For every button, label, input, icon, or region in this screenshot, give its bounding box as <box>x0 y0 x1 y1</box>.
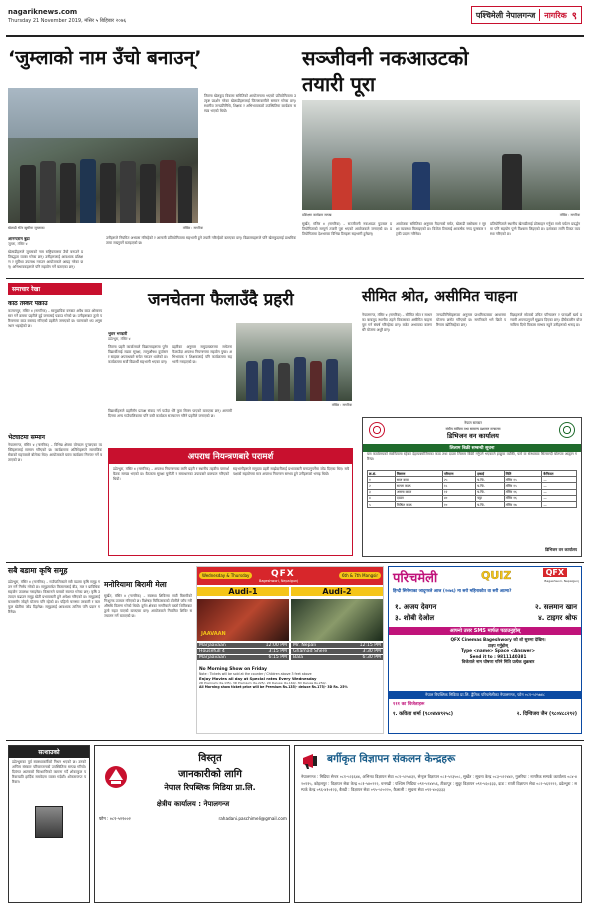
story-resources-text-a: नेपालगन्ज, मंसिर ४ (नागरिक) – सीमित स्रोत र साधनका बाबजुद स्थानीय तहले विकासका असीमित चाहना पूरा गर्न संघर्ष गरिरहेका छन्। बजेट अभावका कारण धेरै योजना अधुरै छन्। <box>362 313 432 332</box>
qfx-location: Bageshwori, Nepalgunj <box>259 579 299 583</box>
media-email[interactable]: rahadani.paschimeli@gmail.com <box>218 816 287 821</box>
team-photo-caption: खेलाडी भेटेर खुसीमा जुम्लाका <box>8 226 45 230</box>
gov-notice <box>362 417 582 557</box>
story-police <box>108 283 353 556</box>
crime-box <box>108 448 353 556</box>
qfx-note-4: 2D Premium: Rs.135/- 3D Premium: Rs.225/- 2D Deluxe: Rs.160/- 3D Deluxe Rs.250/- <box>199 681 327 685</box>
crime-box-text-a: डडेल्धुरा, मंसिर ४ (नागरिक) – अपराध नियन्त्रणका लागि प्रहरी र स्थानीय तहबीच परामर्श बैठक सम्पन्न भएको छ। बैठकमा सुरक्षा चुनौती र समाधानका उपायबारे छलफल गरिएको थियो। <box>113 467 229 481</box>
qfx-logo: QFX <box>271 569 295 579</box>
notice-intro: यस कार्यालयको स्वामित्वमा रहेका देहायबमोजिमका काठ तथा दाउरा लिलाम बिक्री गर्नुपर्ने भएकाले इच्छुक व्यक्ति, फर्म वा संस्थाबाट सिलबन्दी बोलपत्र आह्वान गरिन्छ। <box>367 452 577 461</box>
show-row[interactable]: Bala 6:30 PM <box>293 655 381 660</box>
sky <box>8 88 198 138</box>
media-line-3: क्षेत्रीय कार्यालय : नेपालगन्ज <box>156 800 230 808</box>
qfx-schedule-1 <box>197 643 289 660</box>
qfx-note-3: Enjoy Movies all day at Special rates Every Wednesday <box>199 676 317 681</box>
quiz-location: Bageshwori, Nepalgunj <box>544 579 579 583</box>
table-row: १ साल काठ २५ घ.फि. मंसिर १५ — <box>368 477 577 483</box>
quiz-options <box>395 603 577 623</box>
quiz-option-4[interactable]: ४. टाइगर श्रोफ <box>538 614 577 622</box>
media-logo-icon <box>103 764 129 790</box>
qfx-date-tag: 6th & 7th Mangsir <box>339 572 381 579</box>
obituary <box>8 745 90 903</box>
story-agri-headline[interactable]: सबै बडामा कृषि समूह <box>8 566 68 575</box>
story-jumla-byline <box>8 236 68 247</box>
media-line-1: जानकारीको लागि <box>178 769 242 780</box>
qfx-schedule-2 <box>291 643 383 660</box>
byline-name: आनन्दराम बुढा <box>8 236 30 241</box>
story-resources-headline[interactable]: सीमित श्रोत, असीमित चाहना <box>362 289 517 305</box>
poster-title: JAAVAAN <box>201 631 226 637</box>
table-row: २ सल्ला काठ १८ घ.फि. मंसिर १५ — <box>368 483 577 489</box>
masthead-rule <box>6 35 584 37</box>
qfx-day-tag: Wednesday & Thursday <box>199 572 252 579</box>
story-resources-text-c: विज्ञहरूले स्रोतको उचित परिचालन र पारदर्शी खर्च प्रणाली अपनाउनुपर्ने सुझाव दिएका छन्। दीर्घकालीन योजनाबिना दिगो विकास सम्भव नहुने उनीहरूको भनाइ छ। <box>510 313 582 327</box>
story-sanjeevani-headline-2[interactable]: तयारी पूरा <box>302 72 376 96</box>
brand-name: नागरिक <box>544 10 567 20</box>
table-row: ३ असना काठ १२ घ.फि. मंसिर १६ — <box>368 489 577 495</box>
story-sanjeevani-text-c: प्रतियोगिताले स्थानीय खेलाडीलाई प्रोत्साहन गर्नुका साथै पर्यटन प्रवर्द्धनमा पनि सहयोग पुग्ने विश्वास लिइएको छ। दर्शकका लागि टिकट व्यवस्था गरिएको छ। <box>490 222 580 236</box>
media-phone[interactable]: फोन : ०८१-५२१००२ <box>99 816 131 821</box>
show-row[interactable]: Marjaavaan 6:15 PM <box>199 655 287 660</box>
qfx-note-2: Note : Tickets will be sold at the counter / Children above 3 feet above <box>199 672 312 676</box>
section-name: पश्चिमेली नेपालगन्ज <box>475 10 536 20</box>
show-row[interactable]: Mr. Nepali 12:15 PM <box>293 643 381 648</box>
emblem-icon-right <box>559 422 575 438</box>
story-police-headline[interactable]: जनचेतना फैलाउँदै प्रहरी <box>148 290 294 310</box>
obituary-title: सत्शाउको <box>9 746 89 758</box>
qfx-note-5: All Morning show ticket price will be Premium Rs.135/- deluxe Rs.175/- 3D Rs. 25% <box>199 685 348 689</box>
section-rule-3 <box>6 740 584 741</box>
qfx-poster-1 <box>197 599 289 641</box>
police-photo <box>236 323 352 401</box>
news-item-2-title[interactable]: भेटघाटमा सम्मान <box>8 434 45 441</box>
quiz-qfx-logo: QFX <box>543 568 567 577</box>
story-sanjeevani-headline-1[interactable]: सञ्जीवनी नकआउटको <box>302 46 469 70</box>
story-sanjeevani-text-a: सुर्खेत, मंसिर ४ (नागरिक) – सञ्जीवनी नकआउट फुटबल प्रतियोगिताको सम्पूर्ण तयारी पूरा भएको आयोजकले जनाएको छ। प्रतियोगितामा देशभरका विभिन्न टिमहरू सहभागी हुनेछन्। <box>302 222 392 236</box>
crime-box-text-b: सहभागीहरूले समुदाय प्रहरी साझेदारीलाई प्रभावकारी बनाउनुपर्नेमा जोड दिएका थिए। सबै पक्षको सहयोगमा मात्र अपराध नियन्त्रण सम्भव हुने उनीहरूको भनाइ थियो। <box>233 467 349 476</box>
story-agri-text: डडेल्धुरा, मंसिर ४ (नागरिक) – गाउँपालिकाले सबै वडामा कृषि समूह गठन गर्ने निर्णय गरेको छ। समूहमार्फत किसानलाई बीउ, मल र प्राविधिक सहयोग उपलब्ध गराइनेछ। किसानले यसको स्वागत गरेका छन्। कृषि उत्पादन बढाउन समूह खेती प्रभावकारी हुने अपेक्षा गरिएको छ। समूहलाई बजारसँग जोड्ने योजना पनि रहेको छ। पहिलो चरणमा तरकारी र फलफूल खेतीमा जोड दिइनेछ। समूहलाई आवश्यक तालिम पनि प्रदान गरिनेछ। <box>8 580 100 614</box>
qfx-note-1: No Morning Show on Friday <box>199 667 267 672</box>
office-line-2: संघीय मामिला तथा सामान्य प्रशासन मन्त्रालय <box>445 427 501 431</box>
section-rule-1 <box>6 278 584 279</box>
story-police-text-a: जिल्ला प्रहरी कार्यालयले विद्यालयहरूमा पुगेर विद्यार्थीलाई सडक सुरक्षा, लागूऔषध दुर्व्यसन र साइबर अपराधबारे सचेत गराउन थालेको छ। कार्यक्रममा सयौं विद्यार्थी सहभागी भएका छन्। <box>108 345 168 364</box>
table-row: ५ मिश्रित काठ १० घ.फि. मंसिर १७ — <box>368 502 577 508</box>
quiz-question: हिन्दी सिनेमाका जादूगरले आज (२०७६) मा सरो महिनाकोत वा सरी आत्मा? <box>393 589 512 594</box>
qfx-notes <box>199 667 381 689</box>
story-jumla <box>8 44 298 269</box>
story-sanjeevani-text-b: आयोजक समितिका अनुसार मैदानको मर्मत, खेलाडी बसोबास र सुरक्षा व्यवस्था मिलाइएको छ। विजेता टिमलाई आकर्षक नगद पुरस्कार र ट्रफी प्रदान गरिनेछ। <box>396 222 486 236</box>
story-jumla-text-a: जिल्ला खेलकुद विकास समितिको आयोजनामा भएको प्रतियोगितामा उत्कृष्ट प्रदर्शन गरेका खेलाडीहरूलाई जिल्लावासीले सम्मान गरेका छन्। स्थानीय जनप्रतिनिधि, शिक्षक र अभिभावकको उपस्थितिमा कार्यक्रम सम्पन्न भएको थियो। <box>204 94 296 113</box>
megaphone-icon <box>301 752 323 770</box>
quiz-winner-1: १. कविता शर्मा (९८०४४४९२५८) <box>393 711 454 717</box>
quiz-ad <box>388 566 582 734</box>
story-sanjeevani <box>302 44 582 264</box>
qfx-hall-2: Audi-2 <box>291 587 383 596</box>
quiz-sms-title: आफ्नो उत्तर SMS मार्फत पठाउनुहोस् <box>389 627 581 635</box>
show-row[interactable]: Marjaavaan 12:00 PM <box>199 643 287 648</box>
training-photo-caption: प्रशिक्षण कार्यक्रम सम्पन्न <box>302 213 332 217</box>
news-item-1-body: कञ्चनपुर, मंसिर ४ (नागरिक) – सामुदायिक वनबाट अवैध काठ ओसारपसार गर्ने क्रममा प्रहरीले दुई जनालाई पक्राउ गरेको छ। उनीहरूबाट ठूलो परिमाणमा काठ बरामद गरिएको प्रहरीले जनाएको छ। घटनाबारे थप अनुसन्धान भइरहेको छ। <box>8 309 102 328</box>
story-police-text-c: विद्यार्थीहरूले प्रहरीसँग प्रत्यक्ष संवाद गर्न पाउँदा धेरै कुरा सिक्न पाएको बताएका छन्। आगामी दिनमा अन्य गाउँपालिकामा पनि यस्तै कार्यक्रम सञ्चालन गरिने प्रहरीले जनाएको छ। <box>108 409 232 418</box>
quiz-sms-box: QFX Cinemas Bageshwory को शो सुरुमा देखिन। टाइप गर्नुहोस् Type <name> Space <Answer> Send it to : 9811140381 विजेताले नाम घोषणा गरिने मिति प्रत्येक शुक्रबार <box>450 637 546 665</box>
byline-name: भुवन भण्डारी <box>108 331 128 336</box>
qfx-hall-1: Audi-1 <box>197 587 289 596</box>
crime-box-title[interactable]: अपराध नियन्त्रणबारे परामर्श <box>109 449 352 464</box>
story-agri <box>8 566 100 734</box>
show-row[interactable]: Ghamad Shere 3:30 PM <box>293 649 381 654</box>
team-photo <box>8 88 198 223</box>
page-section-box <box>471 6 582 24</box>
story-jumla-text-b: खेलाडीहरूले जुम्लाको नाम राष्ट्रियस्तरमा उँचो बनाउने प्रतिबद्धता व्यक्त गरेका छन्। उनीहरूलाई आवश्यक प्रशिक्षण र सुविधा उपलब्ध गराउन आयोजकले आग्रह गरेका छन्। अभिभावकहरूले पनि सहयोग गर्ने बताएका छन्। <box>8 250 83 269</box>
page-number: ९ <box>571 11 577 22</box>
training-photo-credit: तस्बिर : नागरिक <box>559 213 580 217</box>
byline-place: डडेल्धुरा, मंसिर ४ <box>108 337 131 341</box>
issue-date: Thursday 21 November 2019, मंसिर ५ बिहिबार २०७६ <box>8 18 127 24</box>
story-health-text: सुर्खेत, मंसिर ४ (नागरिक) – स्वास्थ्य शिविरमा सयौं बिरामीको निःशुल्क उपचार गरिएको छ। विशेषज्ञ चिकित्सकको टोलीले जाँच गरी औषधि वितरण गरेको थियो। दुर्गम क्षेत्रका नागरिकले यस्तो शिविरबाट ठूलो राहत पाएको बताएका छन्। आयोजकले नियमित शिविर सञ्चालन गर्ने बताएको छ। <box>104 594 192 618</box>
quiz-option-2[interactable]: २. सलमान खान <box>535 603 577 611</box>
story-health <box>104 566 192 734</box>
classified-title: बर्गीकृत विज्ञापन संकलन केन्द्रहरू <box>327 753 456 765</box>
office-line-1: नेपाल सरकार <box>464 421 482 425</box>
byline-place: जुम्ला, मंसिर ४ <box>8 242 28 246</box>
masthead <box>0 0 590 40</box>
team-photo-credit: तस्बिर : नागरिक <box>182 226 203 230</box>
notice-bar: लिलाम बिक्री सम्बन्धी सूचना <box>363 444 581 452</box>
quiz-label: QUIZ <box>481 569 512 582</box>
media-tag: विस्तृत <box>198 753 222 764</box>
quiz-option-3[interactable]: ३. शोबी देओल <box>395 614 435 622</box>
media-line-2: नेपाल रिपब्लिक मिडिया प्रा.लि. <box>164 783 256 792</box>
show-row[interactable]: Housefull 4 3:15 PM <box>199 649 287 654</box>
obituary-text: डडेल्धुराका पूर्व स्वास्थ्यकर्मीको निधन भएको छ। उनको अन्तिम संस्कार परिवारजनको उपस्थितिमा सम्पन्न गरियो। दिवंगत आत्माको चिरशान्तिको कामना गर्दै शोकाकुल परिवारप्रति हार्दिक समवेदना व्यक्त गर्दछौं। शोकसन्तप्त परिवार। <box>12 760 86 784</box>
table-row: ४ दाउरा ४० चट्टा मंसिर १६ — <box>368 495 577 501</box>
notice-office <box>389 421 557 440</box>
notice-footer: डिभिजन वन कार्यालय <box>545 547 577 552</box>
story-jumla-headline[interactable]: ‘जुम्लाको नाम उँचो बनाउन्’ <box>8 47 202 69</box>
media-contact <box>99 816 287 822</box>
notice-table-wrap <box>367 470 577 508</box>
story-resources <box>362 283 582 413</box>
portrait-photo <box>35 806 63 838</box>
quiz-winner-bar: नेपाल रिपब्लिक मिडिया प्रा.लि. द्वैतिक परिचमेलीका नेपालगन्ज, फोन ०८१-५२५७४८ <box>389 691 581 699</box>
police-photo-credit: तस्बिर : नागरिक <box>331 403 352 407</box>
news-box <box>8 283 102 556</box>
story-police-text-b: प्रहरीका अनुसार समुदायस्तरमा सचेतना फैलाउँदा अपराध नियन्त्रणमा सहयोग पुग्छ। अभिभावक र शिक्षकलाई पनि कार्यक्रममा सहभागी गराइएको छ। <box>172 345 232 364</box>
section-rule-2 <box>6 562 584 563</box>
story-health-headline[interactable]: मनोरियामा बिरामी मेला <box>104 580 167 589</box>
news-item-1-title[interactable]: काठ तस्कर पक्राउ <box>8 300 48 307</box>
qfx-poster-2 <box>291 599 383 641</box>
media-ad <box>94 745 290 903</box>
office-line-3: डिभिजन वन कार्यालय <box>447 432 499 440</box>
notice-table <box>367 470 577 508</box>
training-photo <box>302 100 580 210</box>
story-resources-text-b: जनप्रतिनिधिहरूका अनुसार प्राथमिकताका आधारमा योजना छनोट गरिएको छ। नागरिकले भने छिटो परिणाम खोजिरहेका छन्। <box>436 313 506 327</box>
story-police-byline <box>108 331 168 342</box>
quiz-winners-title: १११ का विजेताहरू <box>393 702 425 707</box>
site-url[interactable]: nagariknews.com <box>8 8 78 16</box>
news-box-label: समाचार रेखा <box>8 283 102 295</box>
quiz-option-1[interactable]: १. अजय देवगन <box>395 603 437 611</box>
quiz-winners <box>393 711 577 717</box>
quiz-header <box>389 567 581 587</box>
table-header-row: क्र.सं. विवरण परिमाण इकाई मिति कैफियत <box>368 471 577 477</box>
quiz-winner-2: २. दिग्विजय जैन (९८०४८८२९२) <box>516 711 577 717</box>
emblem-icon <box>369 422 385 438</box>
story-jumla-text-c: उनीहरूले नियमित अभ्यास गरिरहेको र आगामी प्रतियोगितामा सहभागी हुने तयारी गरिरहेको बताएका छन्। विद्यालयहरूले पनि खेलकुदलाई प्राथमिकतामा राख्नुपर्ने बताइएको छ। <box>106 236 296 245</box>
news-item-2-body: नेपालगन्ज, मंसिर ४ (नागरिक) – विभिन्न क्षेत्रमा योगदान पुर्‍याएका व्यक्तिहरूलाई सम्मान गरिएको छ। कार्यक्रममा अतिथिहरूले सामाजिक सेवाको महत्त्वबारे बोलेका थिए। आयोजकले यस्ता कार्यक्रम निरन्तर गर्ने बताएको छ। <box>8 443 102 462</box>
classified-text: नेपालगन्ज : मिडिया सेन्टर ०८१-५२३६४४, अभिनव विज्ञापन सेवा ०८१-५२५४३२, सेन्ट्रल विज्ञापन ०८१-५२३५०८, सुर्खेत : सूचना केन्द्र ०८३-५२२४४२, गुलरिया : नागरिक सम्पर्क कार्यालय ०८४-४२०११५, कोहलपुर : विज्ञापन सेवा केन्द्र ०८१-५४०२२२, धनगढी : पश्चिम मिडिया ०९१-५२४४५६, टीकापुर : सुदूर विज्ञापन ०९१-५६०३३३, दाङ : राप्ती विज्ञापन सेवा ०८२-५६१२२२, डडेल्धुरा : सम्पर्क केन्द्र ०९६-४१०१२३, बैतडी : विज्ञापन सेवा ०९५-५२०२२०, कैलाली : सूचना सेवा ०९१-४०३३३३ <box>301 774 577 792</box>
qfx-ad <box>196 566 384 734</box>
quiz-brand: परिचमेली <box>393 571 438 586</box>
classified-centers <box>294 745 582 903</box>
